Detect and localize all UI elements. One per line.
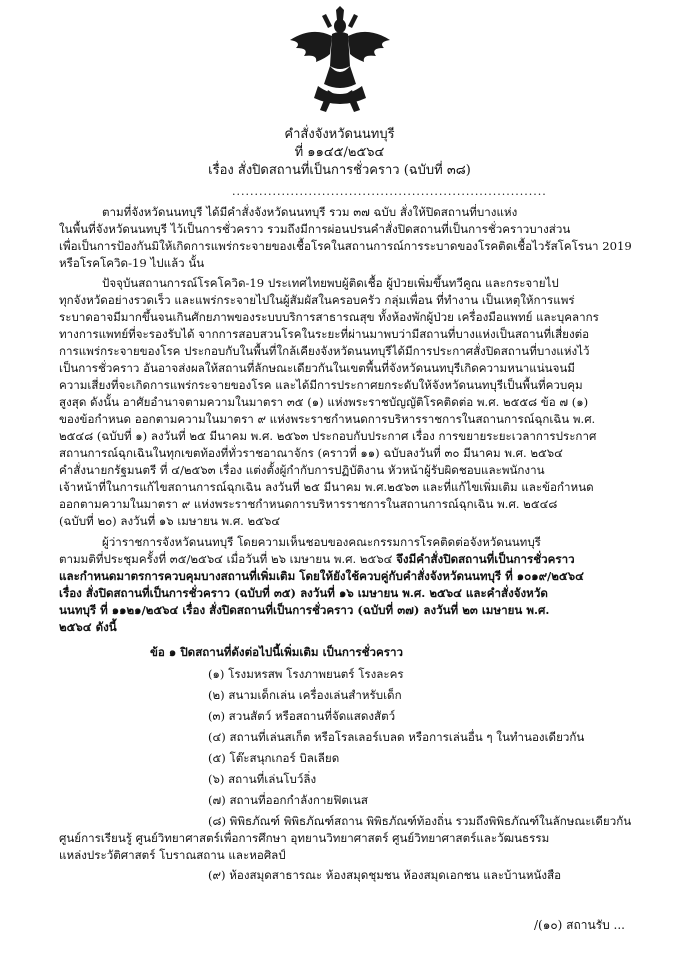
paragraph-3-bold-line: ๒๕๖๔ ดังนี้: [59, 620, 117, 634]
page-continuation: /(๑๐) สถานรับ ...: [533, 918, 625, 932]
paragraph-2-line: สูงสุด ดังนั้น อาศัยอำนาจตามความในมาตรา ๓๕ (๑) แห่งพระราชบัญญัติโรคติดต่อ พ.ศ. ๒๕๕๘ ข้อ ๗ (๑): [59, 395, 589, 409]
paragraph-3-line: [59, 552, 649, 566]
paragraph-3-bold-text: จึงมีคำสั่งปิดสถานที่เป็นการชั่วคราว: [396, 552, 575, 566]
paragraph-3-bold-line: นนทบุรี ที่ ๑๑๒๑/๒๕๖๔ เรื่อง สั่งปิดสถานที่เป็นการชั่วคราว (ฉบับที่ ๓๗) ลงวันที่ ๒๓ เมษายน พ.ศ.: [59, 603, 550, 617]
order-number: ที่ ๑๑๔๕/๒๕๖๔: [294, 145, 385, 160]
order-subject: เรื่อง สั่งปิดสถานที่เป็นการชั่วคราว (ฉบับที่ ๓๘): [208, 163, 471, 178]
garuda-emblem-icon: [282, 6, 398, 116]
paragraph-2-line: ปัจจุบันสถานการณ์โรคโควิด-19 ประเทศไทยพบผู้ติดเชื้อ ผู้ป่วยเพิ่มขึ้นทวีคูณ และกระจายไป: [102, 276, 559, 290]
paragraph-2-line: ความเสี่ยงที่จะเกิดการแพร่กระจายของโรค และได้มีการประกาศยกระดับให้จังหวัดนนทบุรีเป็นพื้นที่ควบคุม: [59, 378, 583, 392]
paragraph-2-line: คำสั่งนายกรัฐมนตรี ที่ ๔/๒๕๖๓ เรื่อง แต่งตั้งผู้กำกับการปฏิบัติงาน หัวหน้าผู้รับผิดชอบและพนักงาน: [59, 463, 545, 477]
paragraph-2-line: ทางการแพทย์ที่จะรองรับได้ จากการสอบสวนโรคในระยะที่ผ่านมาพบว่ามีสถานที่บางแห่งเป็นสถานที่เสี่ยงต่อ: [59, 327, 590, 341]
paragraph-2-line: สถานการณ์ฉุกเฉินในทุกเขตท้องที่ทั่วราชอาณาจักร (คราวที่ ๑๑) ฉบับลงวันที่ ๓๐ มีนาคม พ.ศ. ๒๕๖๔: [59, 446, 563, 460]
paragraph-2-line: ทุกจังหวัดอย่างรวดเร็ว และแพร่กระจายไปในผู้สัมผัสในครอบครัว กลุ่มเพื่อน ที่ทำงาน เป็นเหตุให้การแพร่: [59, 293, 575, 307]
separator-dots: ......................................................................: [232, 185, 547, 198]
list-item: (๒) สนามเด็กเล่น เครื่องเล่นสำหรับเด็ก: [208, 688, 402, 702]
paragraph-3-plain-text: ตามมติที่ประชุมครั้งที่ ๓๕/๒๕๖๔ เมื่อวันที่ ๒๖ เมษายน พ.ศ. ๒๕๖๔: [59, 552, 397, 566]
paragraph-2-line: ๒๕๔๘ (ฉบับที่ ๑) ลงวันที่ ๒๕ มีนาคม พ.ศ. ๒๕๖๓ ประกอบกับประกาศ เรื่อง การขยายระยะเวลาการประกาศ: [59, 429, 597, 443]
paragraph-2-line: (ฉบับที่ ๒๐) ลงวันที่ ๑๖ เมษายน พ.ศ. ๒๕๖๔: [59, 514, 281, 528]
list-item-continuation: แหล่งประวัติศาสตร์ โบราณสถาน และหอศิลป์: [59, 848, 286, 862]
paragraph-3-bold-line: และกำหนดมาตรการควบคุมบางสถานที่เพิ่มเติม โดยให้ยังใช้ควบคู่กับคำสั่งจังหวัดนนทบุรี ที่ ๑๐๑๙/๒๕๖๔: [59, 569, 584, 583]
paragraph-3-line: ผู้ว่าราชการจังหวัดนนทบุรี โดยความเห็นชอบของคณะกรรมการโรคติดต่อจังหวัดนนทบุรี: [102, 535, 541, 549]
order-title: คำสั่งจังหวัดนนทบุรี: [284, 127, 395, 142]
list-item: (๕) โต๊ะสนุกเกอร์ บิลเลียด: [208, 751, 340, 765]
paragraph-1-line: ตามที่จังหวัดนนทบุรี ได้มีคำสั่งจังหวัดนนทบุรี รวม ๓๗ ฉบับ สั่งให้ปิดสถานที่บางแห่ง: [102, 205, 518, 219]
clause-1-heading: ข้อ ๑ ปิดสถานที่ดังต่อไปนี้เพิ่มเติม เป็นการชั่วคราว: [150, 645, 403, 659]
paragraph-1-line: หรือโรคโควิด-19 ไปแล้ว นั้น: [59, 256, 205, 270]
list-item: (๗) สถานที่ออกกำลังกายฟิตเนส: [208, 793, 368, 807]
paragraph-2-line: ของข้อกำหนด ออกตามความในมาตรา ๙ แห่งพระราชกำหนดการบริหารราชการในสถานการณ์ฉุกเฉิน พ.ศ.: [59, 412, 596, 426]
paragraph-2-line: การแพร่กระจายของโรค ประกอบกับในพื้นที่ใกล้เคียงจังหวัดนนทบุรีได้มีการประกาศสั่งปิดสถานที่บางแห่งไว้: [59, 344, 590, 358]
list-item: (๙) ห้องสมุดสาธารณะ ห้องสมุดชุมชน ห้องสมุดเอกชน และบ้านหนังสือ: [208, 868, 562, 882]
paragraph-2-line: เจ้าหน้าที่ในการแก้ไขสถานการณ์ฉุกเฉิน ลงวันที่ ๒๕ มีนาคม พ.ศ.๒๕๖๓ และที่แก้ไขเพิ่มเติม และข้อกำหนด: [59, 480, 594, 494]
paragraph-2-line: ออกตามความในมาตรา ๙ แห่งพระราชกำหนดการบริหารราชการในสถานการณ์ฉุกเฉิน พ.ศ. ๒๕๔๘: [59, 497, 558, 511]
list-item: (๘) พิพิธภัณฑ์ พิพิธภัณฑ์สถาน พิพิธภัณฑ์ท้องถิ่น รวมถึงพิพิธภัณฑ์ในลักษณะเดียวกัน: [208, 814, 632, 828]
list-item: (๖) สถานที่เล่นโบว์ลิ่ง: [208, 772, 317, 786]
paragraph-2-line: เป็นการชั่วคราว อันอาจส่งผลให้สถานที่ลักษณะเดียวกันในเขตพื้นที่จังหวัดนนทบุรีเกิดความหนาแน่นจนมี: [59, 361, 575, 375]
paragraph-3-bold-line: เรื่อง สั่งปิดสถานที่เป็นการชั่วคราว (ฉบับที่ ๓๕) ลงวันที่ ๑๖ เมษายน พ.ศ. ๒๕๖๔ และคำสั่งจังหวัด: [59, 586, 548, 600]
list-item: (๑) โรงมหรสพ โรงภาพยนตร์ โรงละคร: [208, 667, 404, 681]
paragraph-1-line: เพื่อเป็นการป้องกันมิให้เกิดการแพร่กระจายของเชื้อโรคในสถานการณ์การระบาดของโรคติดเชื้อไวรัสโคโรนา 2019: [59, 239, 632, 253]
list-item: (๓) สวนสัตว์ หรือสถานที่จัดแสดงสัตว์: [208, 709, 396, 723]
list-item-continuation: ศูนย์การเรียนรู้ ศูนย์วิทยาศาสตร์เพื่อการศึกษา อุทยานวิทยาศาสตร์ ศูนย์วิทยาศาสตร์และวัฒนธรรม: [59, 831, 550, 845]
paragraph-2-line: ระบาดอาจมีมากขึ้นจนเกินศักยภาพของระบบบริการสาธารณสุข ทั้งห้องพักผู้ป่วย เครื่องมือแพทย์ และบุคลากร: [59, 310, 599, 324]
list-item: (๔) สถานที่เล่นสเก็ต หรือโรลเลอร์เบลด หรือการเล่นอื่น ๆ ในทำนองเดียวกัน: [208, 730, 585, 744]
paragraph-1-line: ในพื้นที่จังหวัดนนทบุรี ไว้เป็นการชั่วคราว รวมถึงมีการผ่อนปรนคำสั่งปิดสถานที่เป็นการชั่วคราวบางส่วน: [59, 222, 571, 236]
